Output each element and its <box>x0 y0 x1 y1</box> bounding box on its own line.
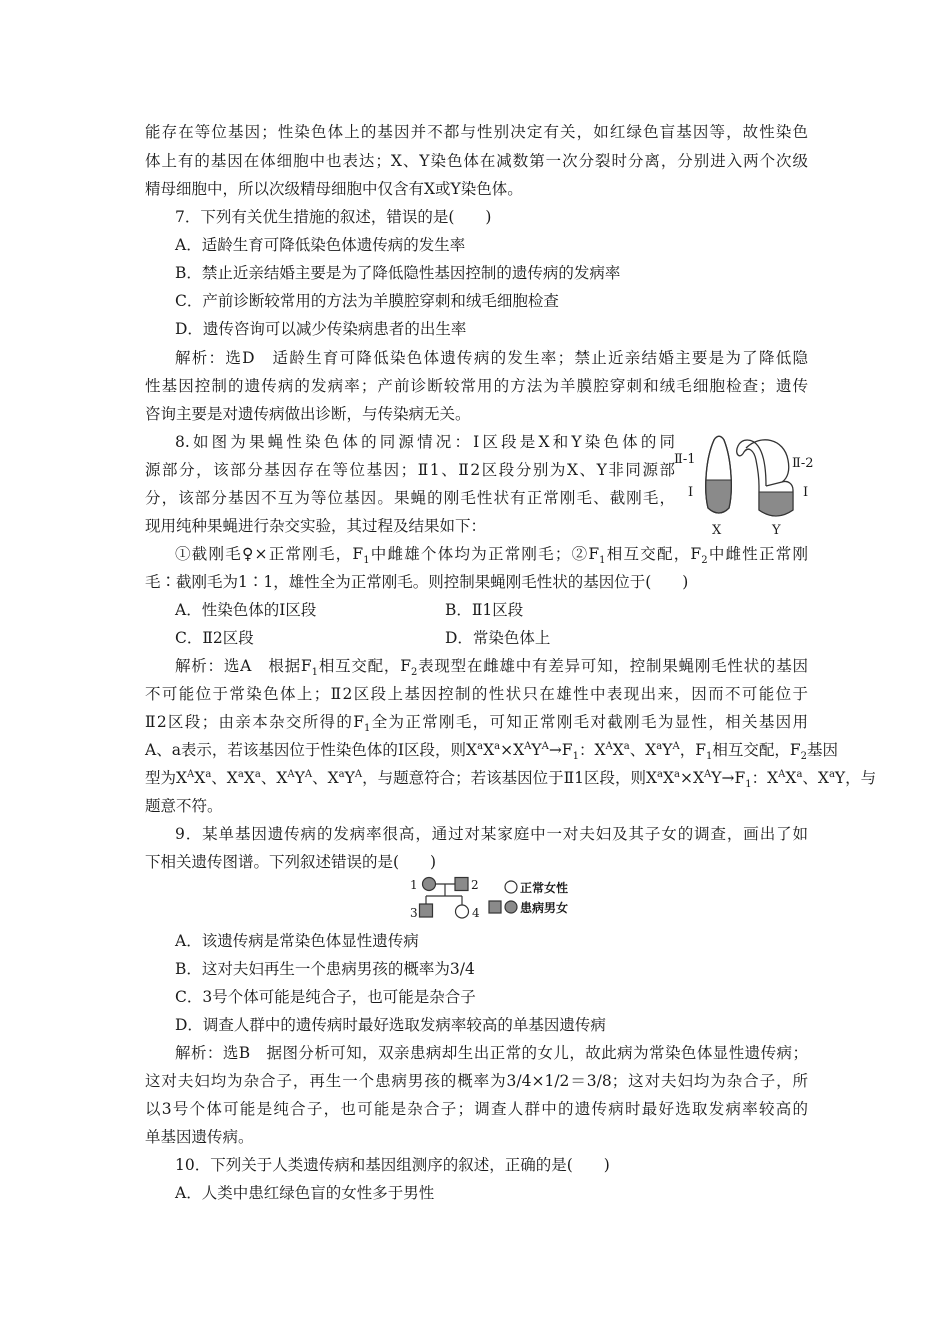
legend-affected-male-icon <box>489 901 501 913</box>
ped-individual-3 <box>420 904 433 917</box>
q9-explanation-4: 单基因遗传病。 <box>145 1128 254 1146</box>
label-i-right: Ⅰ <box>803 485 809 500</box>
q9-option-d: D．调查人群中的遗传病时最好选取发病率较高的单基因遗传病 <box>175 1016 606 1034</box>
q8-process-2: 毛∶截刚毛为1∶1，雄性全为正常刚毛。则控制果蝇刚毛性状的基因位于( ) <box>145 573 689 591</box>
q8-option-a: A．性染色体的Ⅰ区段 <box>175 601 317 619</box>
q9-explanation-2: 这对夫妇均为杂合子，再生一个患病男孩的概率为3/4×1/2＝3/8；这对夫妇均为杂合子，所 <box>145 1072 808 1090</box>
q8-explanation-2: 不可能位于常染色体上；Ⅱ2区段上基因控制的性状只在雄性中表现出来，因而不可能位于 <box>145 685 808 703</box>
q9-option-a: A．该遗传病是常染色体显性遗传病 <box>175 932 419 950</box>
q8-stem-1: 8.如图为果蝇性染色体的同源情况：Ⅰ区段是X和Y染色体的同 <box>175 433 675 451</box>
q7-explanation-2: 性基因控制的遗传病的发病率；产前诊断较常用的方法为羊膜腔穿刺和绒毛细胞检查；遗传 <box>145 377 808 395</box>
ped-label-1: 1 <box>410 878 418 892</box>
ped-label-2: 2 <box>471 878 479 892</box>
label-y: Y <box>772 523 781 538</box>
ped-individual-4 <box>456 905 469 918</box>
q8-option-d: D．常染色体上 <box>445 629 551 647</box>
q10-option-a: A．人类中患红绿色盲的女性多于男性 <box>175 1184 435 1202</box>
intro-line-2: 体上有的基因在体细胞中也表达；X、Y染色体在减数第一次分裂时分离，分别进入两个次级 <box>145 152 808 170</box>
legend-normal-female-icon <box>505 881 517 893</box>
q7-stem: 7．下列有关优生措施的叙述，错误的是( ) <box>175 208 492 226</box>
q8-explanation-1: 解析：选A 根据$F_1$相互交配，$F_2$表现型在雌雄中有差异可知，控制果蝇刚毛性状的基因 <box>175 657 808 679</box>
q7-option-c: C．产前诊断较常用的方法为羊膜腔穿刺和绒毛细胞检查 <box>175 292 559 310</box>
q7-option-b: B．禁止近亲结婚主要是为了降低隐性基因控制的遗传病的发病率 <box>175 264 621 282</box>
pedigree-chart <box>404 872 594 924</box>
q8-process-1: ①截刚毛♀×正常刚毛，$F_1$中雌雄个体均为正常刚毛；$②F_1$相互交配，$F_2$中雌性正常刚 <box>175 545 808 567</box>
chromosome-figure <box>672 430 822 542</box>
q7-explanation-3: 咨询主要是对遗传病做出诊断，与传染病无关。 <box>145 405 471 423</box>
q8-explanation-5: 型为$X^AX^a$、$X^aX^a$、$X^AY^A$、$X^aY^A$，与题意符合；若该基因位于Ⅱ1区段，则$X^aX^a\times X^AY\to F_1$：$X^AX^a$、$X^aY$，与 <box>145 768 877 791</box>
ped-individual-1 <box>423 878 436 891</box>
label-ii-2: Ⅱ-2 <box>792 456 814 471</box>
legend-normal-label: 正常女性 <box>520 881 569 895</box>
q9-option-c: C．3号个体可能是纯合子，也可能是杂合子 <box>175 988 476 1006</box>
q8-explanation-4: A、a表示，若该基因位于性染色体的Ⅰ区段，则$X^aX^a\times X^AY^A\to F_1$：$X^AX^a$、$X^aY^A$，$F_1$相互交配，$F_2$基因 <box>145 740 839 763</box>
q9-stem-1: 9．某单基因遗传病的发病率很高，通过对某家庭中一对夫妇及其子女的调查，画出了如 <box>175 825 808 843</box>
label-x: X <box>712 523 722 538</box>
label-i-left: Ⅰ <box>688 485 694 500</box>
q9-explanation-1: 解析：选B 据图分析可知，双亲患病却生出正常的女儿，故此病为常染色体显性遗传病； <box>175 1044 808 1062</box>
intro-line-3: 精母细胞中，所以次级精母细胞中仅含有X或Y染色体。 <box>145 180 523 198</box>
q9-option-b: B．这对夫妇再生一个患病男孩的概率为3/4 <box>175 960 475 978</box>
legend-affected-female-icon <box>505 901 517 913</box>
q8-explanation-6: 题意不符。 <box>145 797 223 815</box>
q8-explanation-3: Ⅱ2区段；由亲本杂交所得的$F_1$全为正常刚毛，可知正常刚毛对截刚毛为显性，相关基因用 <box>145 713 808 735</box>
ped-label-4: 4 <box>472 906 480 920</box>
label-ii-1: Ⅱ-1 <box>674 452 696 467</box>
q8-option-c: C．Ⅱ2区段 <box>175 629 254 647</box>
q8-stem-3: 分，该部分基因不互为等位基因。果蝇的刚毛性状有正常刚毛、截刚毛， <box>145 489 675 507</box>
q7-option-d: D．遗传咨询可以减少传染病患者的出生率 <box>175 320 467 338</box>
q10-stem: 10．下列关于人类遗传病和基因组测序的叙述，正确的是( ) <box>175 1156 610 1174</box>
q8-option-b: B．Ⅱ1区段 <box>445 601 524 619</box>
q7-explanation-1: 解析：选D 适龄生育可降低染色体遗传病的发生率；禁止近亲结婚主要是为了降低隐 <box>175 349 808 367</box>
legend-affected-label: 患病男女 <box>520 901 569 915</box>
q8-stem-2: 源部分，该部分基因存在等位基因；Ⅱ1、Ⅱ2区段分别为X、Y非同源部 <box>145 461 675 479</box>
q9-stem-2: 下相关遗传图谱。下列叙述错误的是( ) <box>145 853 437 871</box>
intro-line-1: 能存在等位基因；性染色体上的基因并不都与性别决定有关，如红绿色盲基因等，故性染色 <box>145 123 808 141</box>
q9-explanation-3: 以3号个体可能是纯合子，也可能是杂合子；调查人群中的遗传病时最好选取发病率较高的 <box>145 1100 808 1118</box>
q7-option-a: A．适龄生育可降低染色体遗传病的发生率 <box>175 236 466 254</box>
ped-label-3: 3 <box>410 906 418 920</box>
ped-individual-2 <box>455 878 468 891</box>
q8-stem-4: 现用纯种果蝇进行杂交实验，其过程及结果如下： <box>145 517 487 535</box>
